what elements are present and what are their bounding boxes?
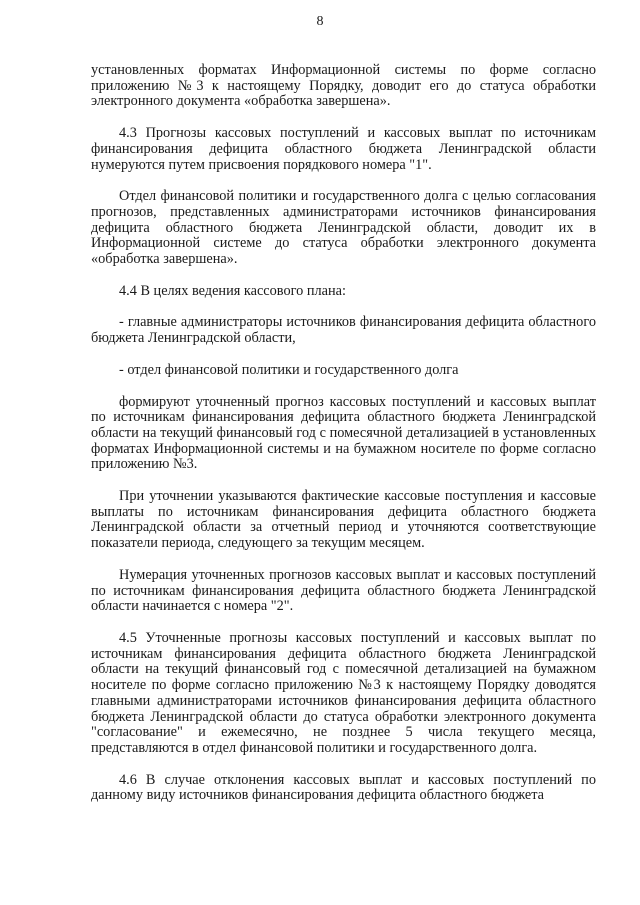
paragraph-4-6: 4.6 В случае отклонения кассовых выплат и кассовых поступлений по данному виду источников финансирования дефицита областного бюджета	[91, 771, 596, 804]
document-body	[91, 63, 596, 820]
paragraph-4-4: 4.4 В целях ведения кассового плана:	[119, 282, 346, 299]
list-item-main-administrators: - главные администраторы источников финансирования дефицита областного бюджета Ленинградской области,	[91, 314, 596, 347]
paragraph-numbering: Нумерация уточненных прогнозов кассовых выплат и кассовых поступлений по источникам финансирования дефицита областного бюджета Ленинградской области начинается с номера "2".	[91, 566, 596, 615]
paragraph-4-5: 4.5 Уточненные прогнозы кассовых поступлений и кассовых выплат по источникам финансирования дефицита областного бюджета Ленинградской области на текущий финансовый год с помесячной детализацией на бумажном носителе по форме согласно приложению №3 к настоящему Порядку доводятся главными администраторами источников финансирования дефицита областного бюджета Ленинградской области до статуса обработки электронного документа "согласование" и ежемесячно, не позднее 5 числа текущего месяца, представляются в отдел финансовой политики и государственного долга.	[91, 629, 596, 756]
page-number: 8	[316, 14, 324, 29]
list-item-finance-department: - отдел финансовой политики и государственного долга	[119, 361, 459, 378]
paragraph-form-forecast: формируют уточненный прогноз кассовых поступлений и кассовых выплат по источникам финансирования дефицита областного бюджета Ленинградской области на текущий финансовый год с помесячной детализацией в установленных форматах Информационной системы и на бумажном носителе по форме согласно приложению №3.	[91, 393, 596, 473]
paragraph-4-3: 4.3 Прогнозы кассовых поступлений и кассовых выплат по источникам финансирования дефицита областного бюджета Ленинградской области нумеруются путем присвоения порядкового номера "1".	[91, 125, 596, 173]
paragraph-clarification: При уточнении указываются фактические кассовые поступления и кассовые выплаты по источникам финансирования дефицита областного бюджета Ленинградской области за отчетный период и уточняются соответствующие показатели периода, следующего за текущим месяцем.	[91, 488, 596, 552]
paragraph-continuation: установленных форматах Информационной системы по форме согласно приложению №3 к настоящему Порядку, доводит его до статуса обработки электронного документа «обработка завершена».	[91, 62, 596, 110]
paragraph-finance-department: Отдел финансовой политики и государственного долга с целью согласования прогнозов, представленных администраторами источников финансирования дефицита областного бюджета Ленинградской области, доводит их в Информационной системе до статуса обработки электронного документа «обработка завершена».	[91, 188, 596, 268]
